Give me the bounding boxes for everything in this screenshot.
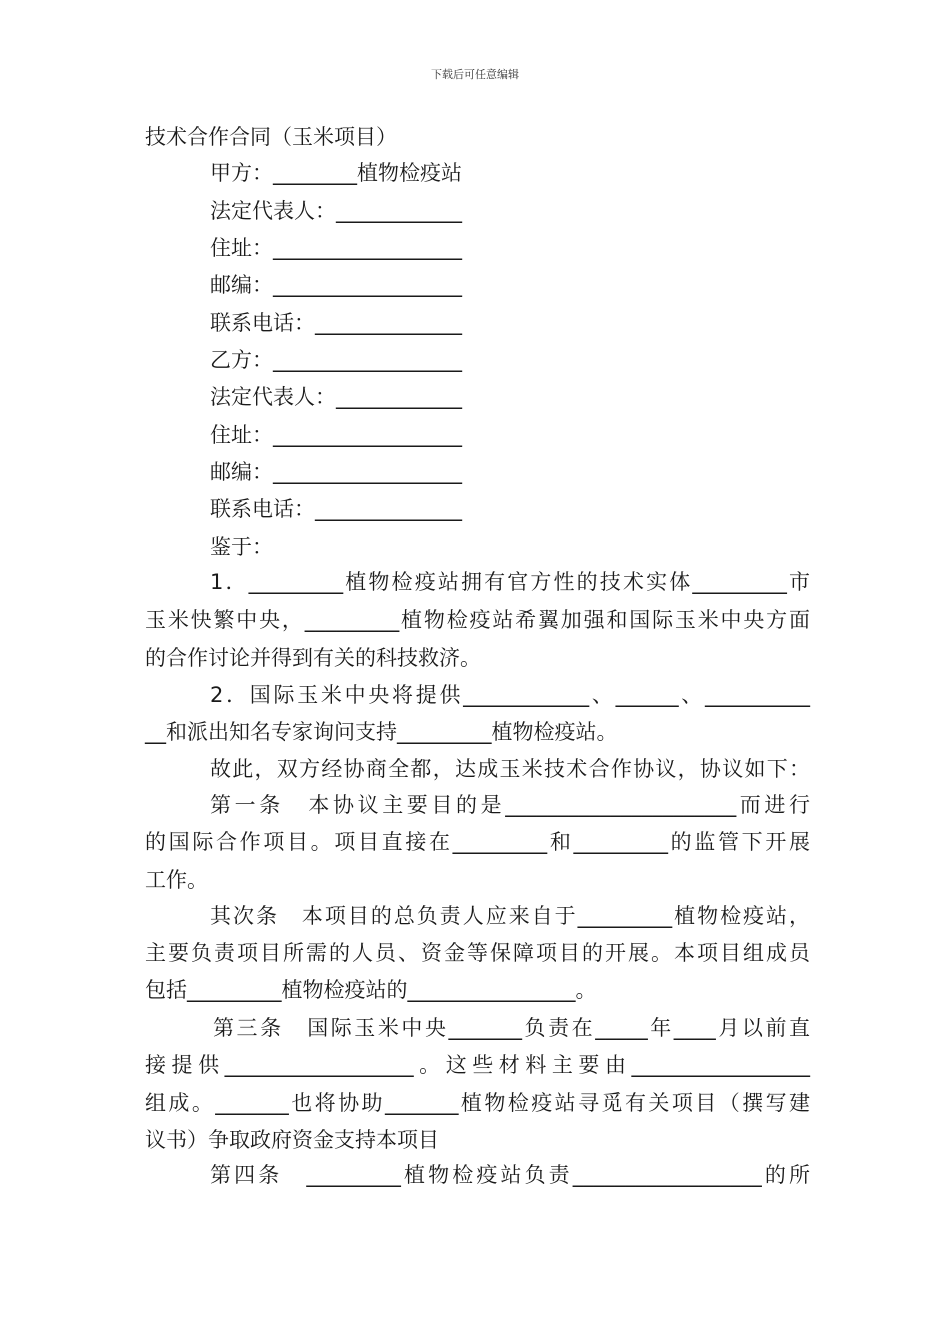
- article-3-line: 组成。_______也将协助_______植物检疫站寻觅有关项目（撰写建: [145, 1091, 810, 1115]
- party-b-phone: 联系电话：______________: [210, 497, 462, 521]
- article-3-line: 接提供__________________。这些材料主要由_________________: [145, 1053, 810, 1077]
- party-b-line: 乙方：__________________: [210, 348, 462, 372]
- paragraph-line: 的合作讨论并得到有关的科技救济。: [145, 646, 481, 670]
- party-b-postcode: 邮编：__________________: [210, 460, 462, 484]
- whereas-heading: 鉴于：: [210, 535, 273, 559]
- party-b-address: 住址：__________________: [210, 423, 462, 447]
- party-a-phone: 联系电话：______________: [210, 311, 462, 335]
- article-3-line: 议书）争取政府资金支持本项目: [145, 1128, 439, 1152]
- party-a-postcode: 邮编：__________________: [210, 273, 462, 297]
- paragraph-line: 1．_________植物检疫站拥有官方性的技术实体_________市: [210, 570, 810, 594]
- paragraph-line: 玉米快繁中央，_________植物检疫站希翼加强和国际玉米中央方面: [145, 608, 810, 632]
- paragraph-line: 2．国际玉米中央将提供____________、______、__________: [210, 683, 810, 707]
- article-1-line: 工作。: [145, 868, 208, 892]
- page-header-note: 下载后可任意编辑: [431, 68, 519, 81]
- article-2-line: 其次条 本项目的总负责人应来自于_________植物检疫站，: [210, 904, 810, 928]
- party-a-representative: 法定代表人：____________: [210, 199, 462, 223]
- paragraph-line: 故此，双方经协商全都，达成玉米技术合作协议，协议如下：: [210, 757, 810, 781]
- article-1-line: 的国际合作项目。项目直接在_________和_________的监管下开展: [145, 830, 810, 854]
- article-1-line: 第一条 本协议主要目的是______________________而进行: [210, 793, 810, 817]
- document-title: 技术合作合同（玉米项目）: [145, 125, 397, 149]
- article-3-line: 第三条 国际玉米中央_______负责在_____年____月以前直: [213, 1016, 810, 1040]
- party-b-representative: 法定代表人：____________: [210, 385, 462, 409]
- article-2-line: 主要负责项目所需的人员、资金等保障项目的开展。本项目组成员: [145, 941, 810, 965]
- paragraph-line: __和派出知名专家询问支持_________植物检疫站。: [145, 720, 618, 744]
- party-a-line: 甲方：________植物检疫站: [210, 161, 462, 185]
- article-2-line: 包括_________植物检疫站的________________。: [145, 978, 597, 1002]
- party-a-address: 住址：__________________: [210, 236, 462, 260]
- article-4-line: 第四条 _________植物检疫站负责__________________的所: [210, 1163, 810, 1187]
